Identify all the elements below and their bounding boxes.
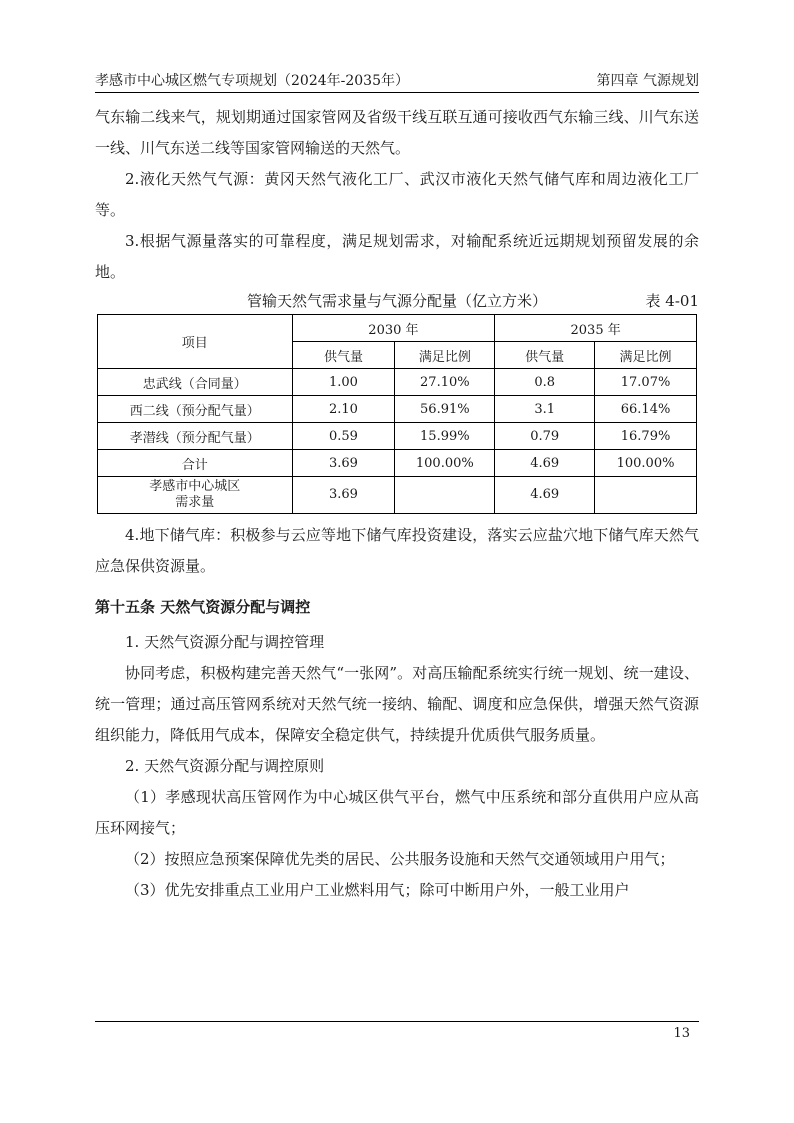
table-number: 表 4-01 <box>645 292 699 310</box>
table-row <box>98 369 697 396</box>
row-supply-2035: 3.1 <box>495 396 595 423</box>
table-title: 管输天然气需求量与气源分配量（亿立方米） <box>246 292 547 310</box>
row-supply-2030: 0.59 <box>292 423 395 450</box>
header-supply-2035: 供气量 <box>495 342 595 369</box>
demand-label-line2: 需求量 <box>175 495 215 510</box>
row-supply-2030: 2.10 <box>292 396 395 423</box>
row-item: 孝潜线（预分配气量） <box>98 423 293 450</box>
row-item-demand <box>98 477 293 514</box>
row-ratio-2035: 16.79% <box>595 423 697 450</box>
principle-item: （2）按照应急预案保障优先类的居民、公共服务设施和天然气交通领域用户用气； <box>125 850 675 868</box>
principle-item: （3）优先安排重点工业用户工业燃料用气；除可中断用户外，一般工业用户 <box>125 881 630 899</box>
header-ratio-2035: 满足比例 <box>595 342 697 369</box>
row-supply-2035: 4.69 <box>495 450 595 477</box>
document-title: 孝感市中心城区燃气专项规划（2024年-2035年） <box>95 73 409 89</box>
demand-2030: 3.69 <box>292 477 395 514</box>
paragraph-gas-source-continued: 气东输二线来气，规划期通过国家管网及省级干线互联互通可接收西气东输三线、川气东送一线、川气东送二线等国家管网输送的天然气。 <box>95 108 699 157</box>
header-year-2030: 2030 年 <box>292 315 495 342</box>
demand-label-line1: 孝感市中心城区 <box>149 479 241 494</box>
header-rule <box>95 92 699 93</box>
header-year-2035: 2035 年 <box>495 315 697 342</box>
chapter-title: 第四章 气源规划 <box>596 73 699 89</box>
subheading-management: 1. 天然气资源分配与调控管理 <box>125 633 325 651</box>
demand-ratio-2030-empty <box>395 477 495 514</box>
principle-item: （1）孝感现状高压管网作为中心城区供气平台，燃气中压系统和部分直供用户应从高压环网接气； <box>95 788 699 837</box>
row-supply-2030: 3.69 <box>292 450 395 477</box>
paragraph-reserve-capacity: 3.根据气源量落实的可靠程度，满足规划需求，对输配系统近远期规划预留发展的余地。 <box>95 232 699 281</box>
row-ratio-2030: 27.10% <box>395 369 495 396</box>
table-row <box>98 396 697 423</box>
demand-2035: 4.69 <box>495 477 595 514</box>
section-heading: 第十五条 天然气资源分配与调控 <box>95 598 311 616</box>
row-ratio-2035: 100.00% <box>595 450 697 477</box>
gas-allocation-table <box>97 314 697 514</box>
paragraph-lng-source: 2.液化天然气气源：黄冈天然气液化工厂、武汉市液化天然气储气库和周边液化工厂等。 <box>95 170 699 219</box>
row-item: 西二线（预分配气量） <box>98 396 293 423</box>
row-item: 合计 <box>98 450 293 477</box>
row-supply-2035: 0.8 <box>495 369 595 396</box>
row-item: 忠武线（合同量） <box>98 369 293 396</box>
header-item: 项目 <box>98 315 293 369</box>
header-ratio-2030: 满足比例 <box>395 342 495 369</box>
demand-ratio-2035-empty <box>595 477 697 514</box>
page-number: 13 <box>673 1026 690 1041</box>
table-row-total <box>98 450 697 477</box>
page-body <box>95 102 699 906</box>
row-ratio-2030: 100.00% <box>395 450 495 477</box>
row-supply-2035: 0.79 <box>495 423 595 450</box>
row-ratio-2030: 56.91% <box>395 396 495 423</box>
row-ratio-2035: 17.07% <box>595 369 697 396</box>
table-row <box>98 423 697 450</box>
row-ratio-2035: 66.14% <box>595 396 697 423</box>
subheading-principles: 2. 天然气资源分配与调控原则 <box>125 757 325 775</box>
header-supply-2030: 供气量 <box>292 342 395 369</box>
row-ratio-2030: 15.99% <box>395 423 495 450</box>
paragraph-management: 协同考虑，积极构建完善天然气“一张网”。对高压输配系统实行统一规划、统一建设、统一管理；通过高压管网系统对天然气统一接纳、输配、调度和应急保供，增强天然气资源组织能力，降低用气成本，保障安全稳定供气，持续提升优质供气服务质量。 <box>95 664 699 744</box>
row-supply-2030: 1.00 <box>292 369 395 396</box>
page-header <box>95 68 699 90</box>
table-row-demand <box>98 477 697 514</box>
paragraph-underground-storage: 4.地下储气库：积极参与云应等地下储气库投资建设，落实云应盐穴地下储气库天然气应急保供资源量。 <box>95 526 699 575</box>
footer-rule <box>95 1021 699 1022</box>
table-caption <box>95 288 699 314</box>
